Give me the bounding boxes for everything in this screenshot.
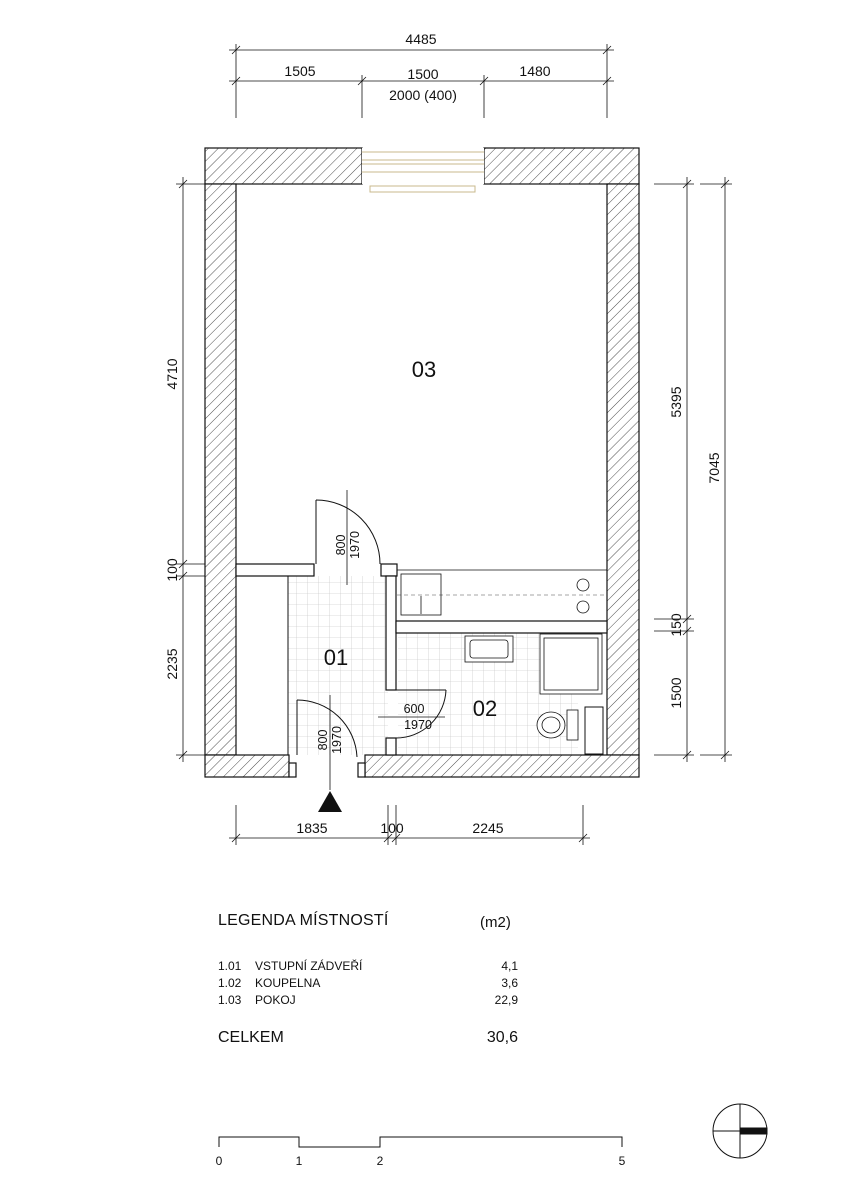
door-entrance-width: 800 [316, 729, 330, 751]
dim-right-inner-lower: 1500 [668, 677, 684, 709]
scale-label-1: 1 [295, 1154, 303, 1168]
dim-bottom-right: 2245 [472, 820, 504, 836]
dim-right-total: 7045 [706, 452, 722, 484]
room-label-02: 02 [472, 696, 498, 721]
legend-row-area: 3,6 [501, 976, 518, 990]
dim-top-right: 1480 [519, 63, 551, 79]
stove-burners-icon [577, 579, 589, 613]
dim-top-left: 1505 [284, 63, 316, 79]
legend-row-area: 22,9 [494, 993, 518, 1007]
scale-label-0: 0 [215, 1154, 223, 1168]
legend-row-number: 1.01 [218, 959, 242, 973]
legend-title: LEGENDA MÍSTNOSTÍ [218, 912, 389, 929]
kitchen-counter [397, 570, 607, 615]
legend-row [218, 959, 518, 975]
legend-row-name: POKOJ [255, 993, 296, 1007]
legend-row-name: VSTUPNÍ ZÁDVEŘÍ [255, 959, 363, 973]
north-arrow-icon [713, 1104, 767, 1158]
legend-row-number: 1.02 [218, 976, 242, 990]
scale-bar [219, 1137, 622, 1147]
window [362, 148, 484, 192]
legend-unit: (m2) [480, 914, 511, 931]
legend-row-name: KOUPELNA [255, 976, 321, 990]
dim-right-inner-upper: 5395 [668, 386, 684, 418]
room-label-01: 01 [323, 645, 349, 670]
legend-row [218, 993, 518, 1009]
room-label-03: 03 [411, 357, 437, 382]
entrance-arrow-icon [318, 791, 342, 812]
dim-left-lower: 2235 [164, 648, 180, 680]
scale-label-2: 2 [376, 1154, 384, 1168]
legend-total-label: CELKEM [218, 1029, 284, 1046]
legend-row-number: 1.03 [218, 993, 242, 1007]
door-entrance-height: 1970 [330, 726, 344, 754]
dim-window-note: 2000 (400) [389, 87, 457, 103]
dim-top-window: 1500 [407, 66, 439, 82]
door-bathroom-width: 600 [403, 702, 425, 716]
installation-shaft [585, 707, 603, 754]
legend-total [218, 1029, 518, 1049]
dim-top-total: 4485 [405, 31, 437, 47]
dim-left-upper: 4710 [164, 358, 180, 390]
dim-bottom-left: 1835 [296, 820, 328, 836]
toilet-icon [537, 710, 578, 740]
door-bathroom-height: 1970 [404, 718, 432, 732]
door-room-height: 1970 [348, 531, 362, 559]
legend-row [218, 976, 518, 992]
dim-left-mid: 100 [164, 558, 180, 582]
legend-total-value: 30,6 [486, 1029, 518, 1046]
scale-label-5: 5 [618, 1154, 626, 1168]
legend-row-area: 4,1 [501, 959, 518, 973]
door-room-width: 800 [334, 534, 348, 556]
washbasin-icon [465, 636, 513, 662]
dim-bottom-mid: 100 [380, 820, 404, 836]
dim-right-inner-mid: 150 [668, 613, 684, 637]
shower-tray-icon [540, 634, 602, 694]
